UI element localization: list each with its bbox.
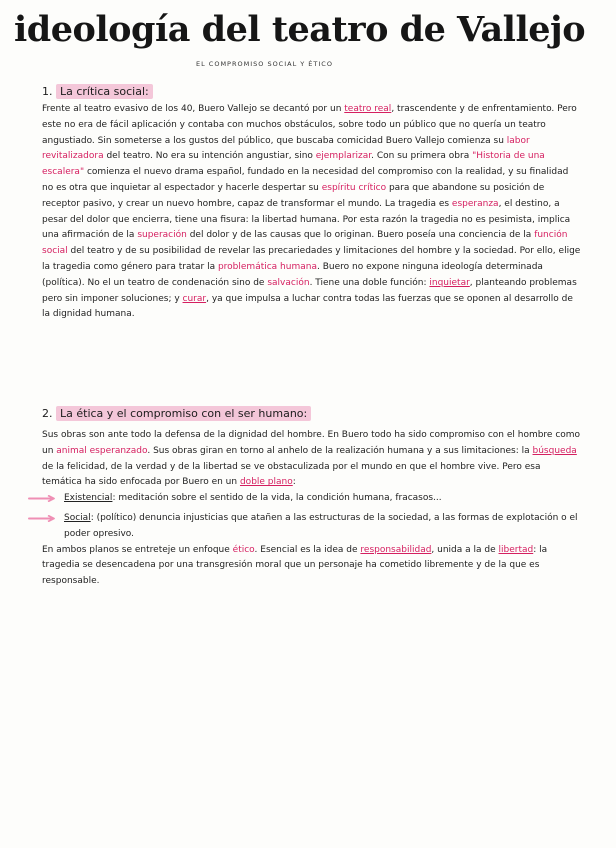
pink-arrow-icon — [28, 495, 56, 502]
text-run: del dolor y de las causas que lo originan. Buero poseía una conciencia de la — [186, 230, 535, 241]
highlighted-term: teatro real — [344, 104, 392, 114]
highlighted-term: espíritu crítico — [321, 182, 387, 193]
section-1-number: 1. — [42, 85, 53, 98]
text-run: del teatro. No era su intención angustiar, sino — [103, 151, 316, 162]
text-run: Frente al teatro evasivo de los 40, Buero Vallejo se decantó por un — [42, 104, 345, 114]
text-run: . Con su primera obra — [371, 151, 473, 162]
section-2-title: La ética y el compromiso con el ser humano: — [56, 406, 311, 421]
highlighted-term: "Historia de una escalera" — [42, 151, 545, 178]
highlighted-term: problemática humana — [217, 261, 317, 272]
page-title: ideología del teatro de Vallejo — [14, 9, 586, 50]
section-1-heading — [42, 84, 153, 100]
highlighted-term: salvación — [267, 277, 310, 288]
bullet-label: Social — [64, 512, 91, 523]
text-run: para que abandone su posición de receptor pasivo, y crear un nuevo hombre, capaz de transformar el mundo. La tragedia es — [42, 182, 545, 209]
section-2-paragraph-2 — [42, 543, 582, 590]
text-run: del teatro y de su posibilidad de revelar las precariedades y limitaciones del hombre y la sociedad. Por ello, elige la tragedia como género para tratar la — [42, 246, 581, 272]
highlighted-term: búsqueda — [532, 445, 577, 456]
text-run: : — [292, 477, 296, 488]
bullet-existencial — [42, 491, 582, 507]
text-run: , el destino, a pesar del dolor que encierra, tiene una fisura: la libertad humana. Por esta razón la tragedia no es pesimista, implica una afirmación de la — [42, 198, 571, 241]
text-run: de la felicidad, de la verdad y de la libertad se ve obstaculizada por el mundo en que el hombre vive. Pero esa temática ha sido enfocada por Buero en un — [42, 461, 541, 488]
section-1-body — [42, 102, 582, 323]
text-run: , unida a la de — [431, 544, 499, 555]
page-subtitle: EL COMPROMISO SOCIAL Y ÉTICO — [196, 60, 333, 68]
text-run: En ambos planos se entreteje un enfoque — [42, 544, 233, 555]
section-2-paragraph-1 — [42, 428, 582, 491]
highlighted-term: ejemplarizar — [315, 151, 372, 162]
bullet-text: : (político) denuncia injusticias que atañen a las estructuras de la sociedad, a las formas de explotación o el poder opresivo. — [64, 512, 578, 539]
section-2-body — [42, 428, 582, 590]
section-2-heading — [42, 406, 311, 422]
text-run: , planteando problemas pero sin imponer soluciones; y — [42, 277, 577, 304]
highlighted-term: doble plano — [239, 477, 293, 488]
pink-arrow-icon — [28, 515, 56, 522]
text-run: , trascendente y de enfrentamiento. Pero este no era de fácil aplicación y contaba con muchos obstáculos, sobre todo un público que no quería un teatro angustiado. Sin someterse a los gustos del público, que buscaba comicidad Buero Vallejo comienza su — [42, 104, 577, 146]
text-run: , ya que impulsa a luchar contra todas las fuerzas que se oponen al desarrollo de la dignidad humana. — [42, 293, 573, 320]
section-1-title: La crítica social: — [56, 84, 153, 99]
highlighted-term: función social — [42, 230, 568, 257]
highlighted-term: labor revitalizadora — [42, 135, 530, 162]
highlighted-term: responsabilidad — [360, 544, 432, 555]
section-1-paragraph — [42, 102, 582, 323]
text-run: comienza el nuevo drama español, fundado en la necesidad del compromiso con la realidad, y su finalidad no es otra que inquietar al espectador y hacerle despertar su — [42, 167, 569, 193]
highlighted-term: animal esperanzado — [56, 445, 148, 456]
highlighted-term: superación — [137, 230, 187, 241]
highlighted-term: ético — [232, 544, 255, 555]
text-run: . Esencial es la idea de — [254, 544, 361, 555]
text-run: . Sus obras giran en torno al anhelo de la realización humana y a sus limitaciones: la — [147, 445, 533, 456]
highlighted-term: inquietar — [429, 277, 470, 288]
text-run: . Buero no expone ninguna ideología determinada (política). No el un teatro de condenación sino de — [42, 261, 543, 288]
highlighted-term: esperanza — [451, 198, 499, 209]
bullet-label: Existencial — [64, 493, 113, 504]
text-run: : la tragedia se desencadena por una transgresión moral que un personaje ha cometido libremente y de la que es responsable. — [42, 544, 548, 587]
highlighted-term: libertad — [498, 544, 534, 555]
highlighted-term: curar — [182, 293, 207, 304]
text-run: . Tiene una doble función: — [309, 277, 430, 288]
text-run: Sus obras son ante todo la defensa de la dignidad del hombre. En Buero todo ha sido compromiso con el hombre como un — [42, 430, 581, 456]
bullet-text: : meditación sobre el sentido de la vida, la condición humana, fracasos... — [112, 493, 442, 504]
section-2-number: 2. — [42, 407, 53, 420]
bullet-social — [42, 511, 582, 543]
